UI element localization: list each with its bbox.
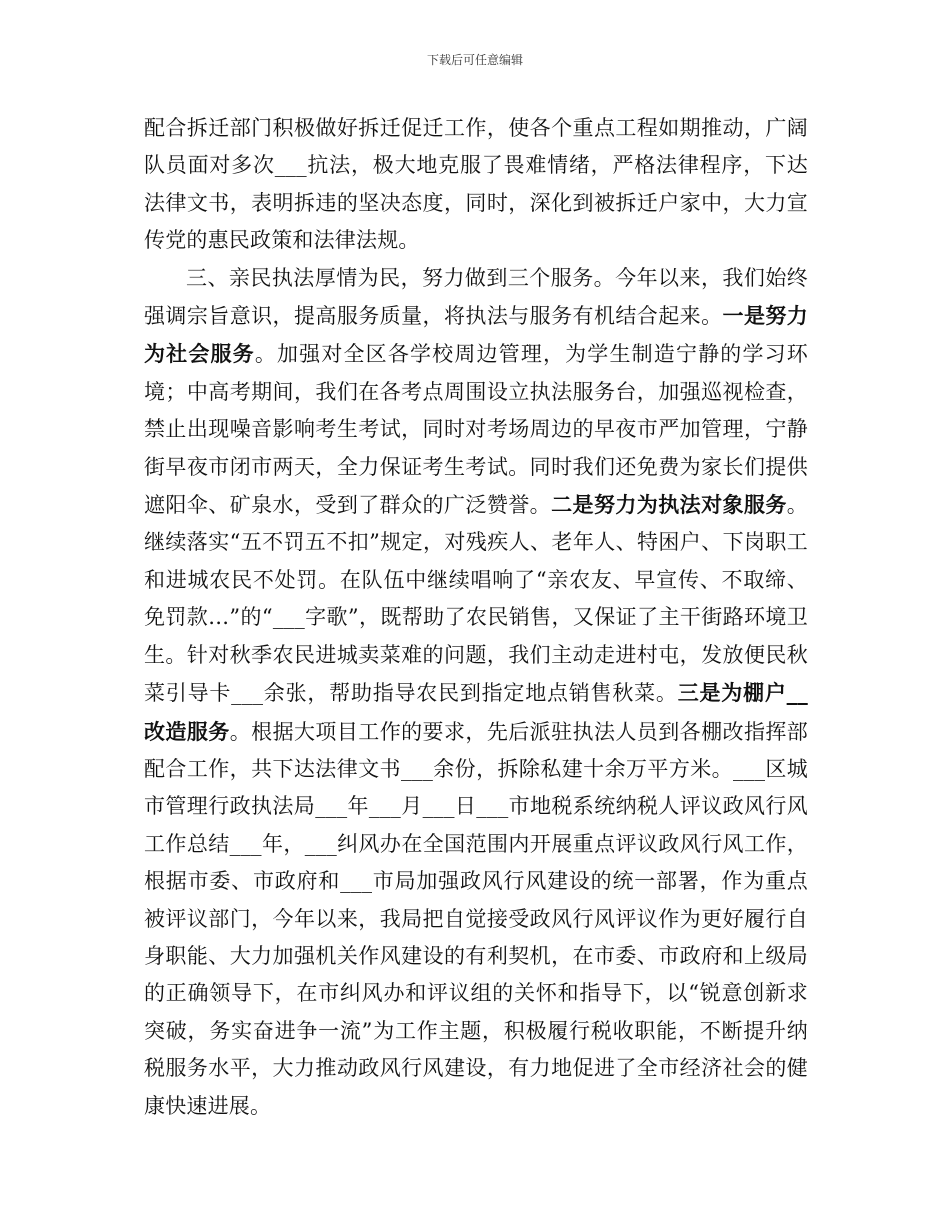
bold-heading-shantytown-service: 三是为棚户__改造服务 [144,680,808,744]
paragraph-three-services [144,260,808,1125]
bold-heading-enforcement-target-service: 二是努力为执法对象服务 [551,492,787,518]
page-header-note: 下载后可任意编辑 [426,53,523,67]
paragraph-text: 三、亲民执法厚情为民，努力做到三个服务。今年以来，我们始终强调宗旨意识，提高服务质量，将执法与服务有机结合起来。 [144,265,808,329]
bold-heading-social-service: 一是努力为社会服务 [144,303,808,367]
document-body [144,110,808,1125]
paragraph-demolition [144,110,808,260]
paragraph-text: 。加强对全区各学校周边管理，为学生制造宁静的学习环境；中高考期间，我们在各考点周围设立执法服务台，加强巡视检查，禁止出现噪音影响考生考试，同时对考场周边的早夜市严加管理，宁静街早夜市闭市两天，全力保证考生考试。同时我们还免费为家长们提供遮阳伞、矿泉水，受到了群众的广泛赞誉。 [144,342,808,518]
paragraph-text: 配合拆迁部门积极做好拆迁促迁工作，使各个重点工程如期推动，广阔队员面对多次___抗法，极大地克服了畏难情绪，严格法律程序，下达法律文书，表明拆违的坚决态度，同时，深化到被拆迁户家中，大力宣传党的惠民政策和法律法规。 [144,116,808,253]
paragraph-text: 。根据大项目工作的要求，先后派驻执法人员到各棚改指挥部配合工作，共下达法律文书___余份，拆除私建十余万平方米。___区城市管理行政执法局___年___月___日___市地税系统纳税人评议政风行风工作总结___年，___纠风办在全国范围内开展重点评议政风行风工作，根据市委、市政府和___市局加强政风行风建设的统一部署，作为重点被评议部门，今年以来，我局把自觉接受政风行风评议作为更好履行自身职能、大力加强机关作风建设的有利契机，在市委、市政府和上级局的正确领导下，在市纠风办和评议组的关怀和指导下，以“锐意创新求突破，务实奋进争一流”为工作主题，积极履行税收职能，不断提升纳税服务水平，大力推动政风行风建设，有力地促进了全市经济社会的健康快速进展。 [144,719,808,1118]
paragraph-text: 。继续落实“五不罚五不扣”规定，对残疾人、老年人、特困户、下岗职工和进城农民不处罚。在队伍中继续唱响了“亲农友、早宣传、不取缔、免罚款…”的“___字歌”，既帮助了农民销售，又保证了主干街路环境卫生。针对秋季农民进城卖菜难的问题，我们主动走进村屯，发放便民秋菜引导卡___余张，帮助指导农民到指定地点销售秋菜。 [144,493,808,706]
